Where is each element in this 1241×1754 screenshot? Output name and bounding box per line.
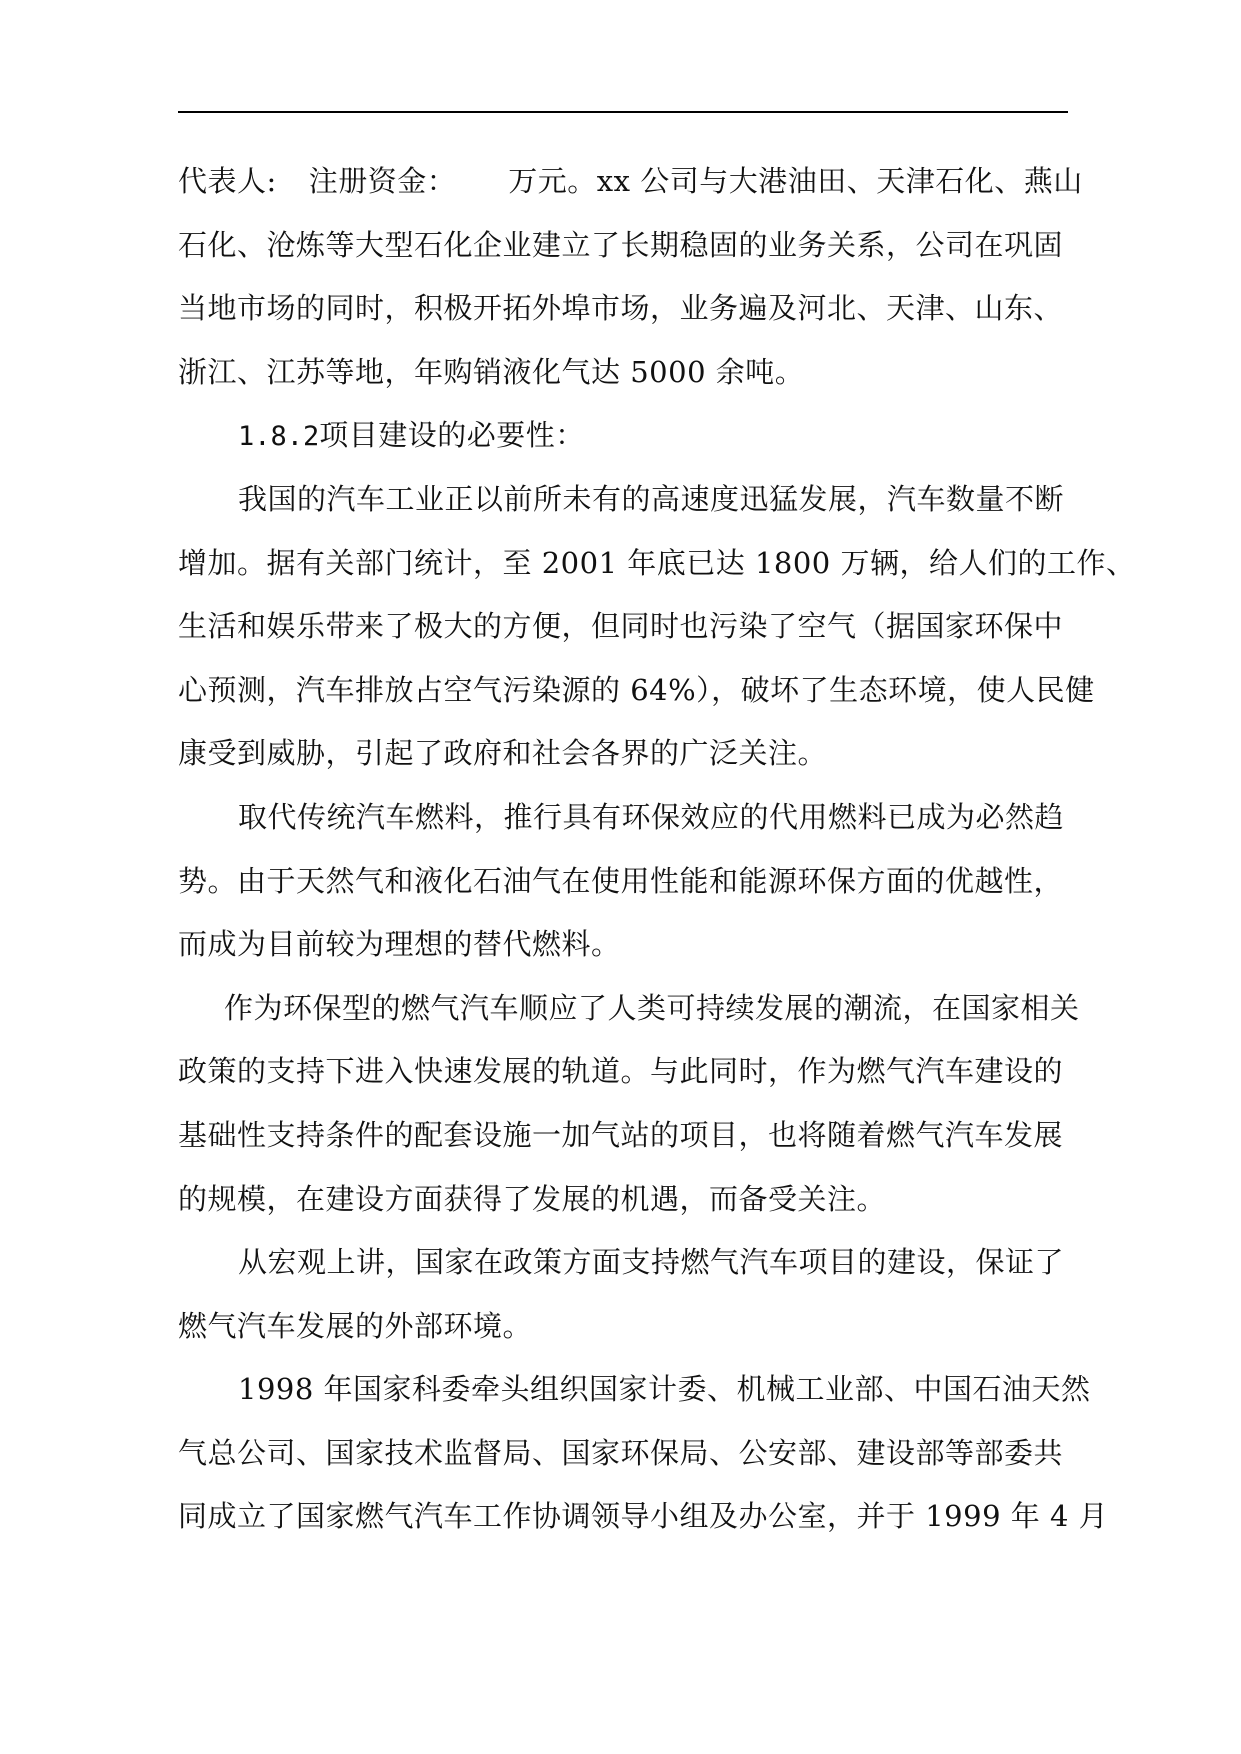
text-line: 生活和娱乐带来了极大的方便，但同时也污染了空气（据国家环保中	[178, 609, 1064, 644]
text-line: 燃气汽车发展的外部环境。	[178, 1308, 533, 1343]
section-heading	[178, 404, 1068, 468]
paragraph-company-intro	[178, 150, 1083, 404]
document-body	[178, 150, 1136, 1549]
text-line: 当地市场的同时，积极开拓外埠市场，业务遍及河北、天津、山东、	[178, 291, 1064, 326]
text-line: 同成立了国家燃气汽车工作协调领导小组及办公室，并于 1999 年 4 月	[178, 1499, 1109, 1534]
text-line: 取代传统汽车燃料，推行具有环保效应的代用燃料已成为必然趋	[238, 799, 1065, 834]
paragraph-gas-vehicles	[178, 977, 1080, 1231]
representative-label: 代表人:	[178, 164, 277, 198]
text-line: 1998 年国家科委牵头组织国家计委、机械工业部、中国石油天然	[238, 1372, 1091, 1407]
text-line: 政策的支持下进入快速发展的轨道。与此同时，作为燃气汽车建设的	[178, 1054, 1064, 1089]
paragraph-1998-coordination	[178, 1358, 1109, 1549]
section-title: 项目建设的必要性：	[319, 418, 585, 453]
paragraph-alternative-fuel	[178, 786, 1068, 977]
text-line: 从宏观上讲，国家在政策方面支持燃气汽车项目的建设，保证了	[238, 1245, 1065, 1280]
text-line: 作为环保型的燃气汽车顺应了人类可持续发展的潮流，在国家相关	[224, 990, 1080, 1025]
text-line: 而成为目前较为理想的替代燃料。	[178, 927, 621, 962]
header-rule	[178, 111, 1068, 113]
text-line: 心预测，汽车排放占空气污染源的 64%），破坏了生态环境，使人民健	[178, 672, 1095, 707]
section-number: 1.8.2	[238, 421, 320, 453]
text-fragment: 万元。xx 公司与大港油田、天津石化、燕山	[508, 164, 1083, 198]
text-line	[178, 150, 1083, 214]
text-line: 气总公司、国家技术监督局、国家环保局、公安部、建设部等部委共	[178, 1435, 1064, 1470]
text-line: 我国的汽车工业正以前所未有的高速度迅猛发展，汽车数量不断	[238, 481, 1065, 516]
text-line: 浙江、江苏等地，年购销液化气达 5000 余吨。	[178, 354, 805, 389]
text-line: 势。由于天然气和液化石油气在使用性能和能源环保方面的优越性，	[178, 863, 1064, 898]
registered-capital-label: 注册资金：	[308, 164, 457, 198]
paragraph-auto-industry	[178, 468, 1136, 786]
text-line: 的规模，在建设方面获得了发展的机遇，而备受关注。	[178, 1181, 887, 1216]
heading-line	[178, 404, 1068, 468]
text-line: 康受到威胁，引起了政府和社会各界的广泛关注。	[178, 736, 828, 771]
paragraph-macro-policy	[178, 1231, 1068, 1358]
text-line: 增加。据有关部门统计，至 2001 年底已达 1800 万辆，给人们的工作、	[178, 545, 1136, 580]
text-line: 石化、沧炼等大型石化企业建立了长期稳固的业务关系，公司在巩固	[178, 227, 1064, 262]
text-line: 基础性支持条件的配套设施一加气站的项目，也将随着燃气汽车发展	[178, 1117, 1064, 1152]
